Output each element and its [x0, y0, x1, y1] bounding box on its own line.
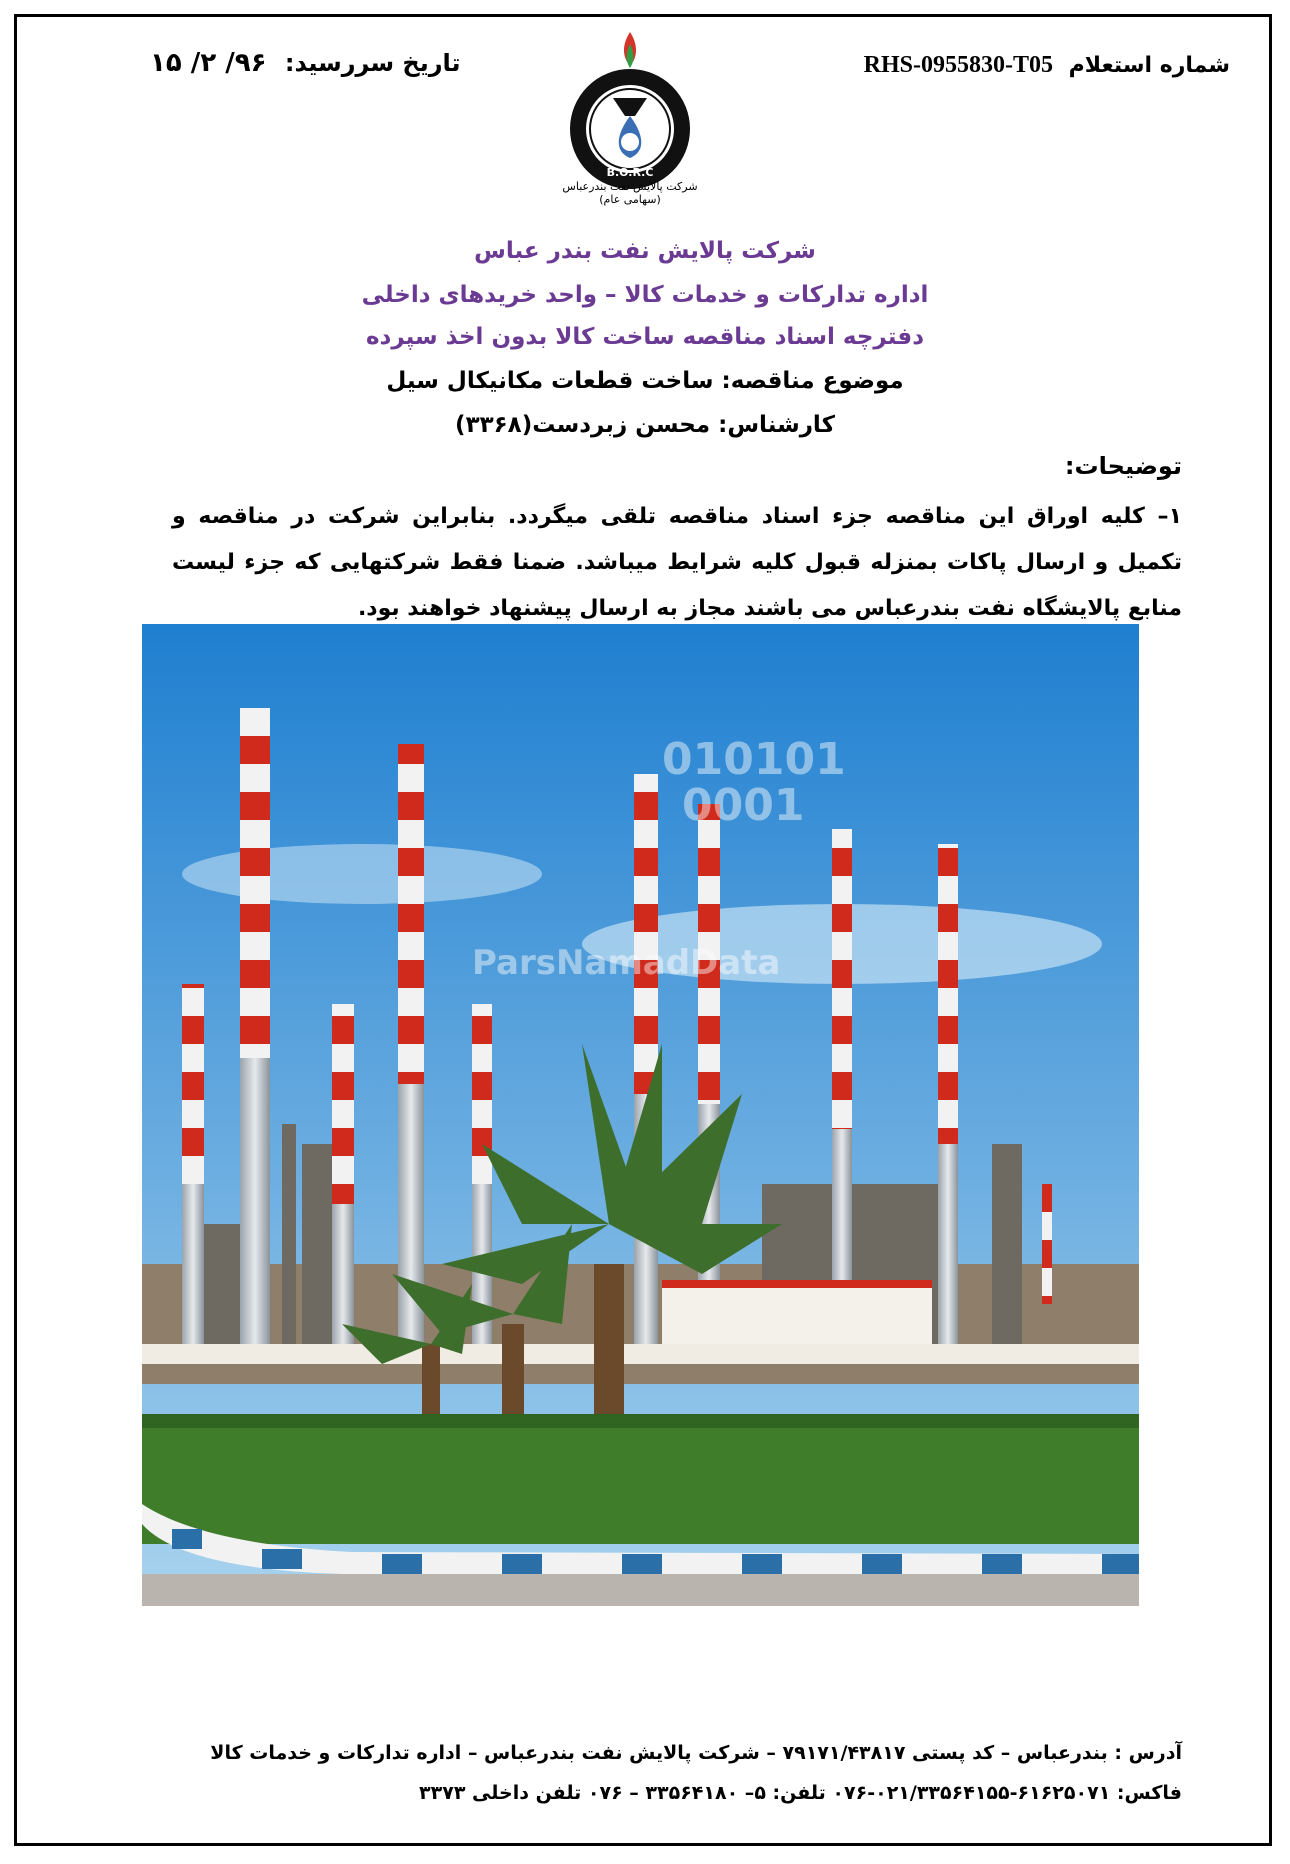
stack-8: [332, 1004, 354, 1354]
footer-contacts: فاکس: ۶۱۶۲۵۰۷۱-۰۲۱/۳۳۵۶۴۱۵۵-۰۷۶ تلفن: ۵– ۳۳۵۶۴۱۸۰ – ۰۷۶ تلفن داخلی ۳۳۷۳: [419, 1782, 1182, 1804]
deadline: [150, 48, 461, 78]
tender-subject: موضوع مناقصه: ساخت قطعات مکانیکال سیل: [386, 368, 904, 394]
logo-sub-text: (سهامی عام): [599, 193, 661, 206]
inquiry-label: شماره استعلام: [1068, 53, 1230, 78]
stack-5: [832, 829, 852, 1349]
inquiry-code: RHS-0955830-T05: [863, 52, 1053, 78]
company-logo: [555, 24, 705, 194]
svg-text:0001: 0001: [682, 780, 805, 831]
stack-2: [398, 744, 424, 1344]
stack-3: [634, 774, 658, 1344]
department-title: اداره تدارکات و خدمات کالا – واحد خریدهای داخلی: [361, 282, 929, 308]
company-title: شرکت پالایش نفت بندر عباس: [474, 238, 816, 264]
stack-10: [1042, 1184, 1052, 1304]
footer-address: آدرس : بندرعباس – کد پستی ۷۹۱۷۱/۴۳۸۱۷ – شرکت پالایش نفت بندرعباس – اداره تدارکات و خدمات کالا: [210, 1742, 1182, 1764]
svg-text:ParsNamadData: ParsNamadData: [472, 943, 781, 983]
svg-text:010101: 010101: [662, 734, 846, 785]
stack-7: [182, 984, 204, 1354]
notes-item-1: ۱– کلیه اوراق این مناقصه جزء اسناد مناقصه تلقی میگردد. بنابراین شرکت در مناقصه و تکمیل و ارسال پاکات بمنزله قبول کلیه شرایط میباشد. ضمنا فقط شرکتهایی که جزء لیست منابع پالایشگاه نفت بندرعباس می باشند مجاز به ارسال پیشنهاد خواهند بود.: [172, 504, 1182, 621]
logo-subtitle: [555, 180, 705, 206]
logo-abbr: B.O.R.C: [606, 166, 654, 179]
expert-name: کارشناس: محسن زبردست(۳۳۶۸): [455, 412, 835, 438]
refinery-photo: [142, 624, 1139, 1606]
stack-6: [938, 844, 958, 1354]
notes-heading: توضیحات:: [1064, 452, 1182, 480]
deadline-date: ۹۶/ ۲/ ۱۵: [150, 48, 267, 78]
stack-1: [240, 708, 270, 1358]
deadline-label: تاریخ سررسید:: [284, 49, 461, 77]
inquiry-number: [864, 52, 1230, 79]
booklet-title: دفترچه اسناد مناقصه ساخت کالا بدون اخذ سپرده: [365, 324, 924, 350]
logo-ring-text: شرکت پالایش نفت بندرعباس: [562, 180, 698, 193]
